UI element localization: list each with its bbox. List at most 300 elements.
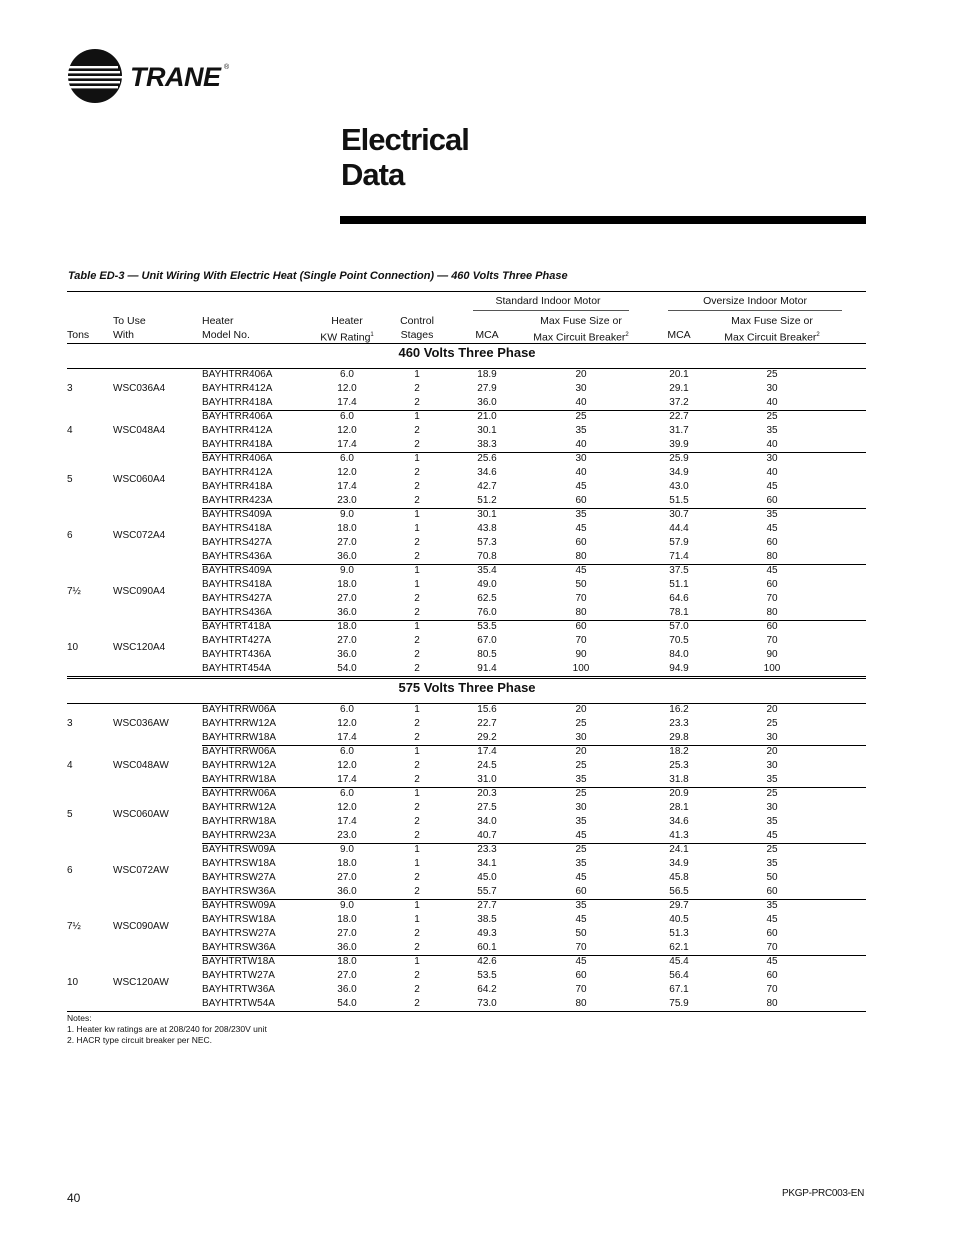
heater-model: BAYHTRRW06A [202, 704, 277, 715]
table-row [67, 396, 866, 410]
max-fuse-oversize: 25 [766, 369, 778, 380]
control-stages: 2 [414, 984, 420, 995]
kw-rating: 18.0 [337, 523, 357, 534]
max-fuse-oversize: 25 [766, 788, 778, 799]
unit-model: WSC090A4 [113, 586, 166, 597]
tons-value: 3 [67, 383, 73, 394]
kw-rating: 27.0 [337, 593, 357, 604]
control-stages: 1 [414, 411, 420, 422]
table-row [67, 452, 866, 466]
mca-oversize: 75.9 [669, 998, 689, 1009]
control-stages: 2 [414, 607, 420, 618]
heater-model: BAYHTRS436A [202, 607, 272, 618]
kw-rating: 36.0 [337, 649, 357, 660]
max-fuse-standard: 30 [575, 732, 587, 743]
tons-value: 10 [67, 977, 79, 988]
max-fuse-standard: 60 [575, 495, 587, 506]
kw-rating: 6.0 [340, 453, 354, 464]
heater-model: BAYHTRR418A [202, 481, 273, 492]
control-stages: 2 [414, 663, 420, 674]
max-fuse-standard: 40 [575, 467, 587, 478]
control-stages: 2 [414, 816, 420, 827]
max-fuse-oversize: 45 [766, 565, 778, 576]
mca-standard: 80.5 [477, 649, 497, 660]
mca-oversize: 64.6 [669, 593, 689, 604]
unit-model: WSC090AW [113, 921, 169, 932]
max-fuse-standard: 35 [575, 509, 587, 520]
mca-oversize: 45.8 [669, 872, 689, 883]
max-fuse-oversize: 40 [766, 467, 778, 478]
mca-standard: 67.0 [477, 635, 497, 646]
control-stages: 2 [414, 886, 420, 897]
unit-model: WSC072AW [113, 865, 169, 876]
max-fuse-standard: 35 [575, 774, 587, 785]
kw-rating: 27.0 [337, 537, 357, 548]
table-row [67, 941, 866, 955]
mca-oversize: 22.7 [669, 411, 689, 422]
mca-oversize: 29.8 [669, 732, 689, 743]
control-stages: 1 [414, 788, 420, 799]
max-fuse-standard: 80 [575, 607, 587, 618]
max-fuse-standard: 20 [575, 746, 587, 757]
mca-standard: 49.0 [477, 579, 497, 590]
control-stages: 1 [414, 900, 420, 911]
kw-rating: 36.0 [337, 607, 357, 618]
max-fuse-oversize: 60 [766, 970, 778, 981]
heater-model: BAYHTRTW54A [202, 998, 275, 1009]
header-fuse-oversize-1: Max Fuse Size or [731, 315, 813, 327]
kw-rating: 27.0 [337, 635, 357, 646]
section-title: 575 Volts Three Phase [398, 680, 536, 695]
max-fuse-standard: 35 [575, 816, 587, 827]
unit-model: WSC048AW [113, 760, 169, 771]
max-fuse-oversize: 70 [766, 593, 778, 604]
page-number: 40 [67, 1191, 81, 1205]
mca-standard: 30.1 [477, 425, 497, 436]
mca-oversize: 25.9 [669, 453, 689, 464]
max-fuse-oversize: 40 [766, 397, 778, 408]
oversize-motor-group-header: Oversize Indoor Motor [703, 295, 807, 307]
control-stages: 2 [414, 383, 420, 394]
mca-oversize: 25.3 [669, 760, 689, 771]
max-fuse-oversize: 20 [766, 704, 778, 715]
control-stages: 1 [414, 523, 420, 534]
tons-value: 7½ [67, 586, 81, 597]
kw-rating: 27.0 [337, 872, 357, 883]
control-stages: 1 [414, 509, 420, 520]
max-fuse-oversize: 50 [766, 872, 778, 883]
mca-oversize: 43.0 [669, 481, 689, 492]
table-row [67, 857, 866, 871]
heater-model: BAYHTRSW36A [202, 886, 276, 897]
control-stages: 2 [414, 872, 420, 883]
section-title: 460 Volts Three Phase [398, 345, 536, 360]
mca-standard: 29.2 [477, 732, 497, 743]
mca-standard: 34.6 [477, 467, 497, 478]
table-row [67, 606, 866, 620]
control-stages: 1 [414, 579, 420, 590]
table-row [67, 843, 866, 857]
note-1: 1. Heater kw ratings are at 208/240 for 208/230V unit [67, 1024, 267, 1034]
heater-model: BAYHTRR412A [202, 383, 273, 394]
kw-rating: 17.4 [337, 774, 357, 785]
heater-model: BAYHTRT454A [202, 663, 272, 674]
kw-rating: 12.0 [337, 425, 357, 436]
control-stages: 2 [414, 495, 420, 506]
mca-oversize: 41.3 [669, 830, 689, 841]
table-row [67, 927, 866, 941]
kw-rating: 18.0 [337, 579, 357, 590]
control-stages: 2 [414, 439, 420, 450]
heater-model: BAYHTRRW12A [202, 802, 277, 813]
mca-standard: 42.6 [477, 956, 497, 967]
mca-oversize: 29.7 [669, 900, 689, 911]
max-fuse-oversize: 20 [766, 746, 778, 757]
kw-rating: 9.0 [340, 900, 354, 911]
heater-model: BAYHTRT436A [202, 649, 272, 660]
mca-oversize: 67.1 [669, 984, 689, 995]
heater-model: BAYHTRSW09A [202, 844, 276, 855]
mca-standard: 34.1 [477, 858, 497, 869]
max-fuse-standard: 45 [575, 565, 587, 576]
mca-standard: 25.6 [477, 453, 497, 464]
mca-oversize: 45.4 [669, 956, 689, 967]
header-mca-oversize: MCA [667, 329, 691, 341]
header-to-use-2: With [113, 329, 134, 341]
heater-model: BAYHTRSW27A [202, 928, 276, 939]
tons-value: 4 [67, 425, 73, 436]
max-fuse-oversize: 45 [766, 523, 778, 534]
max-fuse-standard: 60 [575, 970, 587, 981]
control-stages: 2 [414, 942, 420, 953]
mca-oversize: 28.1 [669, 802, 689, 813]
max-fuse-oversize: 35 [766, 509, 778, 520]
max-fuse-oversize: 30 [766, 453, 778, 464]
max-fuse-standard: 50 [575, 579, 587, 590]
mca-oversize: 34.9 [669, 858, 689, 869]
heater-model: BAYHTRTW36A [202, 984, 275, 995]
table-row [67, 913, 866, 927]
heater-model: BAYHTRS427A [202, 537, 272, 548]
table-row [67, 522, 866, 536]
control-stages: 2 [414, 802, 420, 813]
max-fuse-standard: 80 [575, 551, 587, 562]
control-stages: 1 [414, 844, 420, 855]
mca-standard: 38.3 [477, 439, 497, 450]
heater-model: BAYHTRS436A [202, 551, 272, 562]
heater-model: BAYHTRS409A [202, 509, 272, 520]
mca-oversize: 30.7 [669, 509, 689, 520]
table-row [67, 801, 866, 815]
max-fuse-standard: 80 [575, 998, 587, 1009]
heater-model: BAYHTRT427A [202, 635, 272, 646]
max-fuse-standard: 30 [575, 802, 587, 813]
max-fuse-standard: 45 [575, 523, 587, 534]
table-row [67, 759, 866, 773]
mca-standard: 53.5 [477, 621, 497, 632]
kw-rating: 18.0 [337, 956, 357, 967]
unit-model: WSC036AW [113, 718, 169, 729]
mca-standard: 53.5 [477, 970, 497, 981]
mca-standard: 15.6 [477, 704, 497, 715]
table-row [67, 662, 866, 676]
table-row [67, 592, 866, 606]
mca-oversize: 51.5 [669, 495, 689, 506]
heater-model: BAYHTRT418A [202, 621, 272, 632]
control-stages: 2 [414, 635, 420, 646]
table-row [67, 773, 866, 787]
max-fuse-oversize: 70 [766, 984, 778, 995]
table-row [67, 634, 866, 648]
max-fuse-standard: 45 [575, 914, 587, 925]
max-fuse-oversize: 30 [766, 760, 778, 771]
tons-value: 7½ [67, 921, 81, 932]
kw-rating: 6.0 [340, 704, 354, 715]
table-row [67, 787, 866, 801]
kw-rating: 12.0 [337, 383, 357, 394]
mca-standard: 91.4 [477, 663, 497, 674]
max-fuse-standard: 60 [575, 537, 587, 548]
table-row [67, 382, 866, 396]
max-fuse-standard: 35 [575, 425, 587, 436]
control-stages: 2 [414, 649, 420, 660]
control-stages: 2 [414, 537, 420, 548]
max-fuse-standard: 20 [575, 704, 587, 715]
max-fuse-oversize: 40 [766, 439, 778, 450]
unit-model: WSC048A4 [113, 425, 166, 436]
mca-oversize: 44.4 [669, 523, 689, 534]
mca-oversize: 39.9 [669, 439, 689, 450]
kw-rating: 54.0 [337, 998, 357, 1009]
table-row [67, 703, 866, 717]
mca-oversize: 71.4 [669, 551, 689, 562]
kw-rating: 9.0 [340, 509, 354, 520]
page-title-line-2: Data [341, 157, 405, 192]
header-fuse-standard-2: Max Circuit Breaker$^2$ [533, 331, 629, 344]
control-stages: 2 [414, 467, 420, 478]
control-stages: 1 [414, 453, 420, 464]
unit-model: WSC120AW [113, 977, 169, 988]
max-fuse-standard: 45 [575, 830, 587, 841]
kw-rating: 17.4 [337, 439, 357, 450]
max-fuse-standard: 40 [575, 439, 587, 450]
mca-oversize: 24.1 [669, 844, 689, 855]
max-fuse-oversize: 80 [766, 998, 778, 1009]
table-row [67, 480, 866, 494]
control-stages: 1 [414, 565, 420, 576]
kw-rating: 23.0 [337, 495, 357, 506]
max-fuse-oversize: 70 [766, 942, 778, 953]
max-fuse-oversize: 35 [766, 900, 778, 911]
heater-model: BAYHTRS409A [202, 565, 272, 576]
heater-model: BAYHTRRW18A [202, 774, 277, 785]
max-fuse-oversize: 25 [766, 411, 778, 422]
kw-rating: 9.0 [340, 844, 354, 855]
mca-standard: 20.3 [477, 788, 497, 799]
table-row [67, 955, 866, 969]
max-fuse-oversize: 35 [766, 774, 778, 785]
kw-rating: 23.0 [337, 830, 357, 841]
max-fuse-standard: 25 [575, 411, 587, 422]
mca-standard: 70.8 [477, 551, 497, 562]
table-row [67, 620, 866, 634]
max-fuse-standard: 60 [575, 621, 587, 632]
mca-standard: 36.0 [477, 397, 497, 408]
max-fuse-standard: 70 [575, 942, 587, 953]
max-fuse-standard: 100 [572, 663, 590, 674]
table-row [67, 424, 866, 438]
max-fuse-standard: 20 [575, 369, 587, 380]
trane-logo [66, 47, 236, 105]
mca-oversize: 18.2 [669, 746, 689, 757]
page-title-line-1: Electrical [341, 122, 469, 157]
mca-standard: 60.1 [477, 942, 497, 953]
max-fuse-oversize: 100 [763, 663, 781, 674]
header-heater-1: Heater [202, 315, 234, 327]
kw-rating: 12.0 [337, 467, 357, 478]
max-fuse-standard: 45 [575, 481, 587, 492]
control-stages: 1 [414, 914, 420, 925]
mca-standard: 62.5 [477, 593, 497, 604]
table-row [67, 494, 866, 508]
mca-oversize: 20.9 [669, 788, 689, 799]
mca-standard: 27.7 [477, 900, 497, 911]
kw-rating: 12.0 [337, 802, 357, 813]
max-fuse-oversize: 30 [766, 383, 778, 394]
max-fuse-oversize: 60 [766, 579, 778, 590]
table-row [67, 717, 866, 731]
max-fuse-oversize: 90 [766, 649, 778, 660]
header-to-use-1: To Use [113, 315, 146, 327]
kw-rating: 27.0 [337, 970, 357, 981]
table-row [67, 969, 866, 983]
mca-standard: 34.0 [477, 816, 497, 827]
max-fuse-oversize: 60 [766, 886, 778, 897]
header-fuse-standard-1: Max Fuse Size or [540, 315, 622, 327]
section-rule [67, 343, 866, 344]
control-stages: 2 [414, 551, 420, 562]
heater-model: BAYHTRSW18A [202, 858, 276, 869]
control-stages: 2 [414, 830, 420, 841]
max-fuse-standard: 50 [575, 928, 587, 939]
notes-heading: Notes: [67, 1013, 92, 1023]
heater-model: BAYHTRR418A [202, 397, 273, 408]
mca-oversize: 94.9 [669, 663, 689, 674]
kw-rating: 36.0 [337, 886, 357, 897]
kw-rating: 18.0 [337, 858, 357, 869]
heater-model: BAYHTRS418A [202, 579, 272, 590]
mca-standard: 35.4 [477, 565, 497, 576]
unit-model: WSC060A4 [113, 474, 166, 485]
tons-value: 6 [67, 530, 73, 541]
title-rule [340, 216, 866, 224]
control-stages: 1 [414, 621, 420, 632]
mca-standard: 30.1 [477, 509, 497, 520]
heater-model: BAYHTRR423A [202, 495, 273, 506]
max-fuse-standard: 70 [575, 984, 587, 995]
mca-oversize: 37.2 [669, 397, 689, 408]
kw-rating: 6.0 [340, 788, 354, 799]
table-row [67, 829, 866, 843]
heater-model: BAYHTRSW18A [202, 914, 276, 925]
control-stages: 2 [414, 425, 420, 436]
kw-rating: 17.4 [337, 481, 357, 492]
mca-oversize: 40.5 [669, 914, 689, 925]
max-fuse-oversize: 35 [766, 858, 778, 869]
mca-standard: 24.5 [477, 760, 497, 771]
max-fuse-oversize: 60 [766, 928, 778, 939]
mca-standard: 23.3 [477, 844, 497, 855]
brand-name: TRANE [130, 62, 221, 92]
control-stages: 2 [414, 593, 420, 604]
heater-model: BAYHTRTW18A [202, 956, 275, 967]
standard-motor-group-header: Standard Indoor Motor [495, 295, 601, 307]
kw-rating: 17.4 [337, 732, 357, 743]
tons-value: 10 [67, 642, 79, 653]
mca-oversize: 57.9 [669, 537, 689, 548]
notes [67, 1013, 267, 1046]
table-row [67, 564, 866, 578]
heater-model: BAYHTRS427A [202, 593, 272, 604]
heater-model: BAYHTRR412A [202, 425, 273, 436]
brand-mark: ® [224, 64, 230, 71]
mca-oversize: 29.1 [669, 383, 689, 394]
control-stages: 1 [414, 956, 420, 967]
mca-oversize: 84.0 [669, 649, 689, 660]
mca-standard: 21.0 [477, 411, 497, 422]
kw-rating: 36.0 [337, 551, 357, 562]
heater-model: BAYHTRR406A [202, 411, 273, 422]
unit-model: WSC036A4 [113, 383, 166, 394]
control-stages: 2 [414, 760, 420, 771]
control-stages: 2 [414, 998, 420, 1009]
heater-model: BAYHTRS418A [202, 523, 272, 534]
heater-model: BAYHTRSW36A [202, 942, 276, 953]
heater-model: BAYHTRR406A [202, 453, 273, 464]
max-fuse-standard: 25 [575, 718, 587, 729]
mca-standard: 17.4 [477, 746, 497, 757]
heater-model: BAYHTRRW06A [202, 788, 277, 799]
max-fuse-standard: 40 [575, 397, 587, 408]
mca-standard: 40.7 [477, 830, 497, 841]
table-row [67, 983, 866, 997]
table-row [67, 731, 866, 745]
mca-standard: 27.5 [477, 802, 497, 813]
kw-rating: 12.0 [337, 760, 357, 771]
max-fuse-standard: 90 [575, 649, 587, 660]
table-row [67, 508, 866, 522]
heater-model: BAYHTRR412A [202, 467, 273, 478]
mca-oversize: 20.1 [669, 369, 689, 380]
max-fuse-standard: 70 [575, 635, 587, 646]
mca-standard: 27.9 [477, 383, 497, 394]
heater-model: BAYHTRSW09A [202, 900, 276, 911]
control-stages: 2 [414, 481, 420, 492]
control-stages: 2 [414, 718, 420, 729]
max-fuse-standard: 70 [575, 593, 587, 604]
kw-rating: 6.0 [340, 411, 354, 422]
max-fuse-standard: 25 [575, 760, 587, 771]
table-row [67, 871, 866, 885]
mca-standard: 38.5 [477, 914, 497, 925]
mca-oversize: 62.1 [669, 942, 689, 953]
kw-rating: 36.0 [337, 984, 357, 995]
max-fuse-oversize: 35 [766, 425, 778, 436]
max-fuse-oversize: 30 [766, 802, 778, 813]
mca-oversize: 57.0 [669, 621, 689, 632]
control-stages: 2 [414, 397, 420, 408]
section-rule [67, 678, 866, 679]
